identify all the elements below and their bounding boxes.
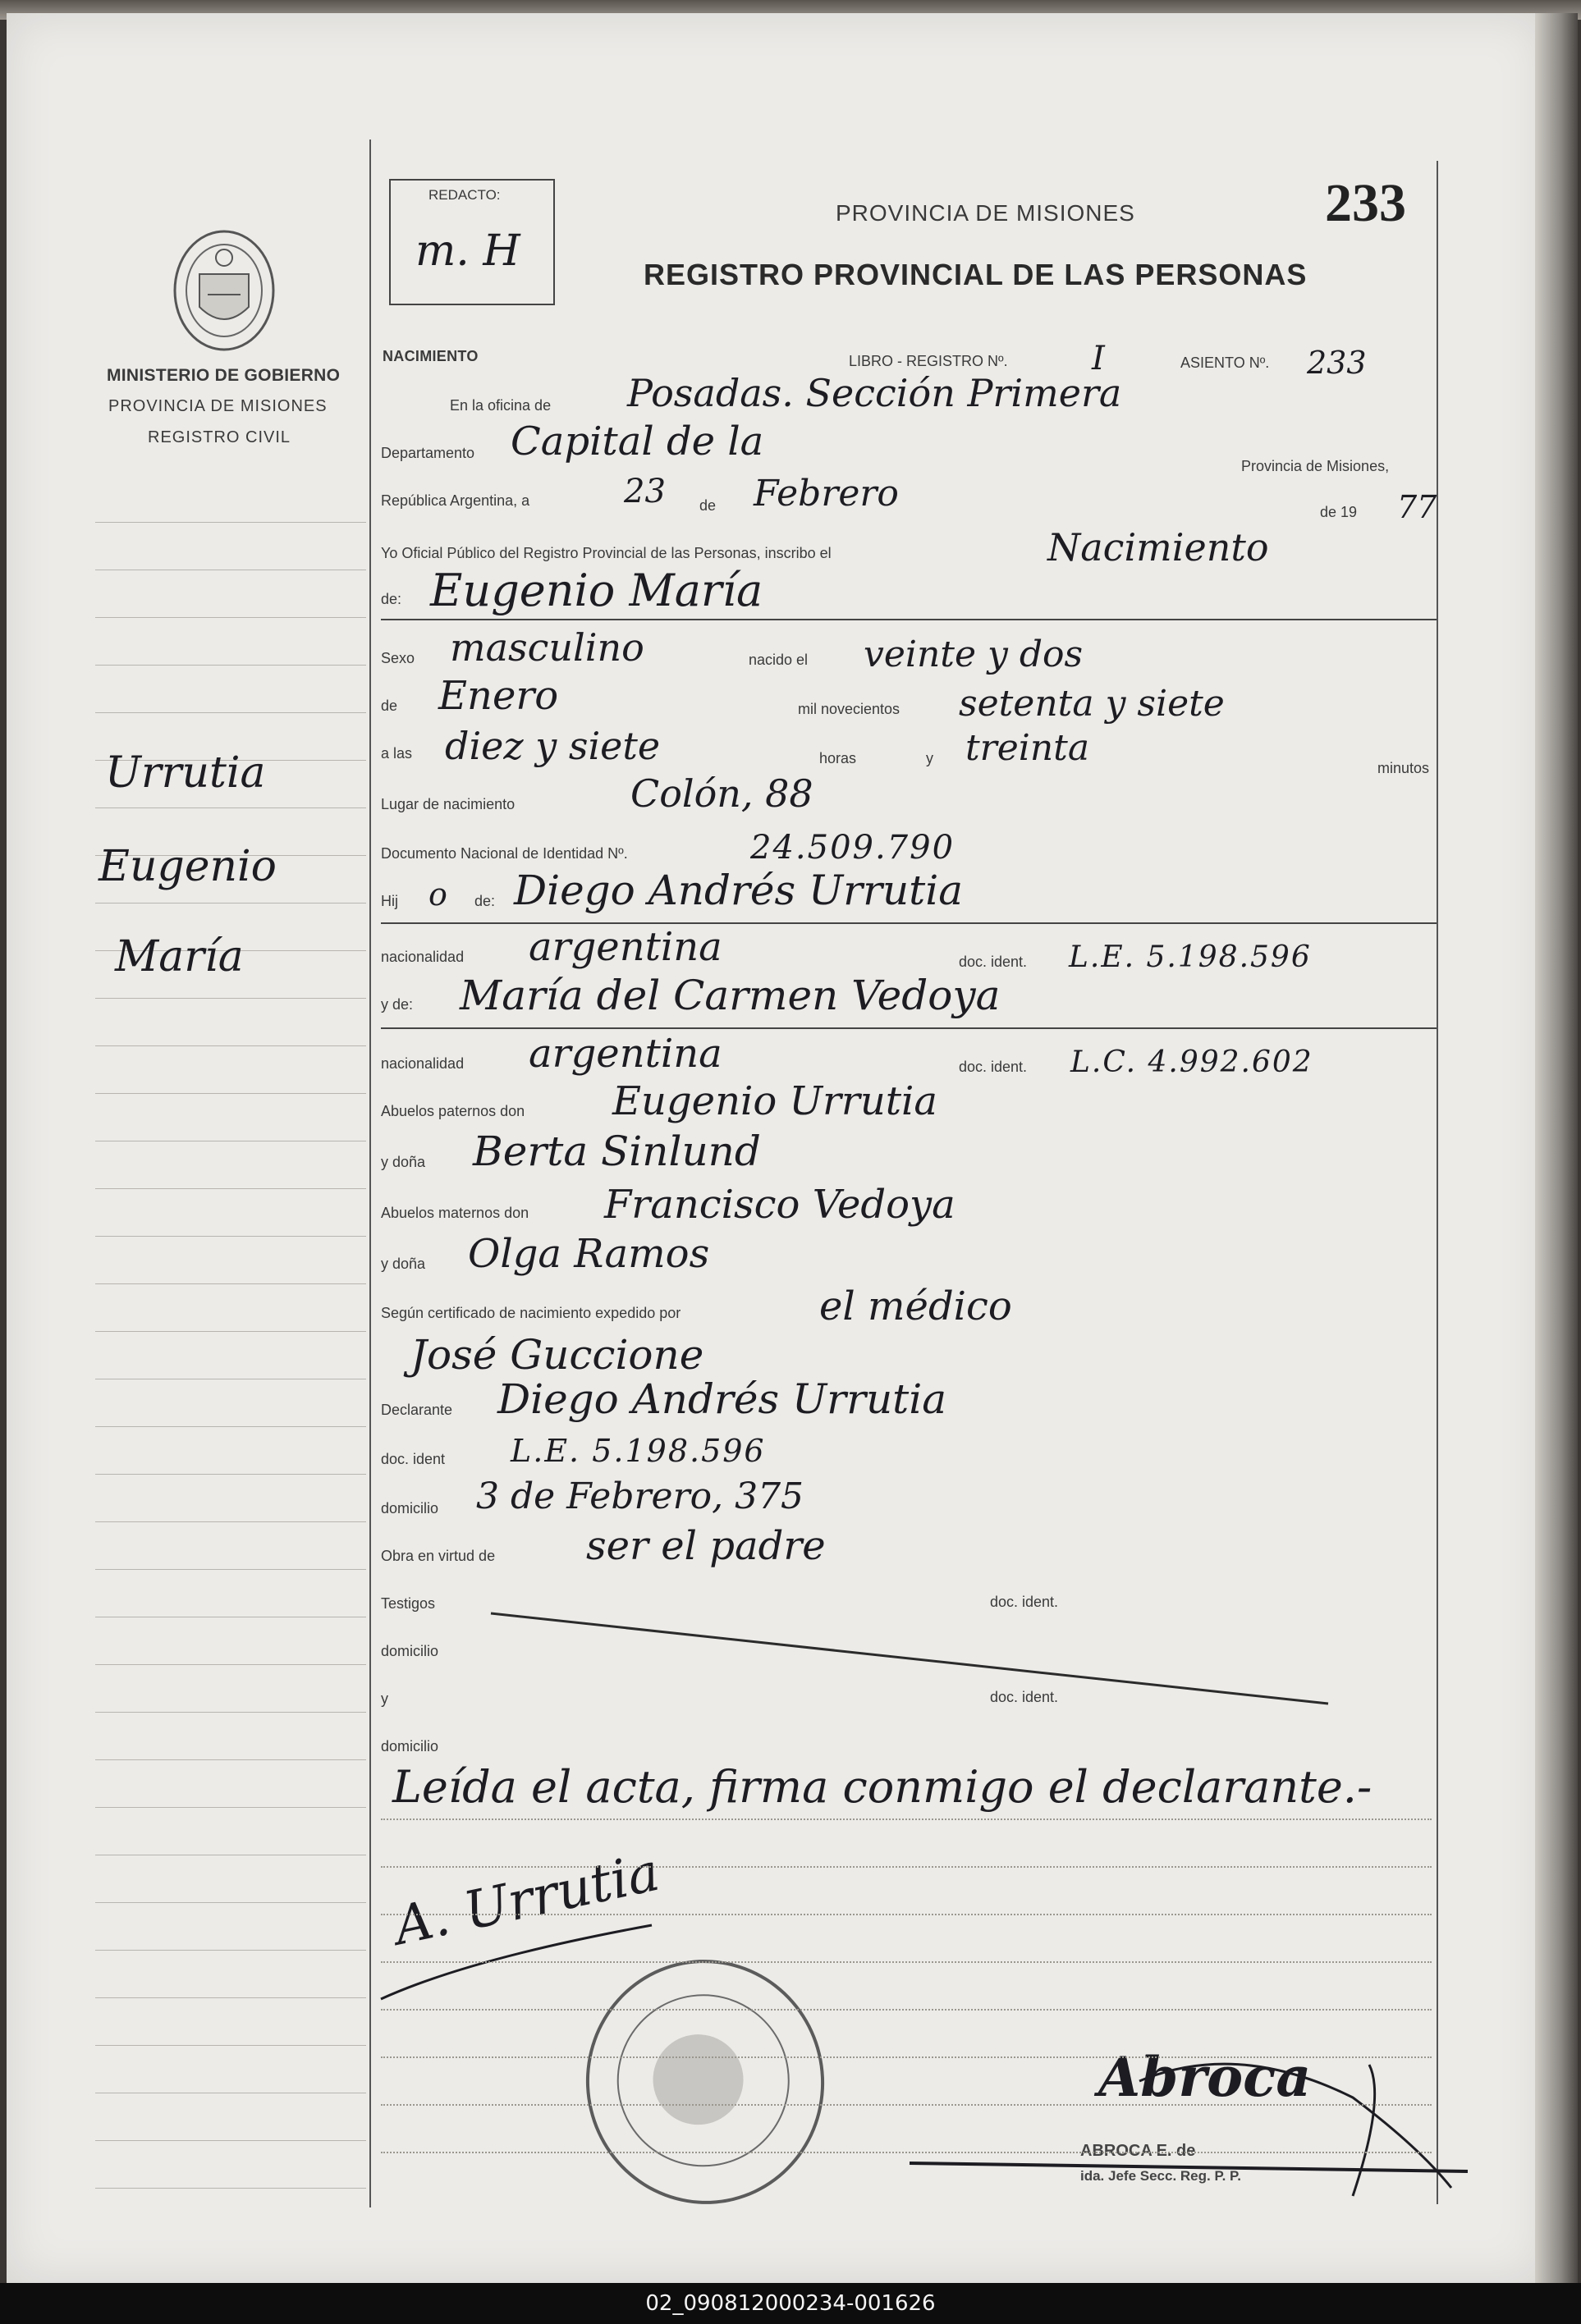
medico-value: José Guccione <box>410 1331 704 1379</box>
margin-rule-line <box>95 1331 366 1332</box>
dni-value: 24.509.790 <box>750 829 955 867</box>
libro-label: LIBRO - REGISTRO Nº. <box>849 353 1008 369</box>
padre-doc-value: L.E. 5.198.596 <box>1069 940 1312 974</box>
margin-given-name-1: Eugenio <box>99 842 277 891</box>
departamento-value: Capital de la <box>511 419 764 464</box>
margin-rule-line <box>95 522 366 523</box>
hijo-de-label: de: <box>474 893 496 909</box>
abuelos-paternos-label: Abuelos paternos don <box>381 1103 525 1119</box>
margin-rule-line <box>95 1521 366 1522</box>
testigo1-doc-label: doc. ident. <box>990 1594 1059 1610</box>
form-dotted-rule <box>381 2104 1432 2106</box>
page-number: 233 <box>1325 173 1406 233</box>
form-dotted-rule <box>381 2009 1432 2011</box>
ministry-line-2: PROVINCIA DE MISIONES <box>108 397 328 415</box>
horas-label: horas <box>819 750 857 766</box>
right-frame-line <box>1437 161 1438 2204</box>
form-dotted-rule <box>381 2056 1432 2058</box>
ministry-line-3: REGISTRO CIVIL <box>148 428 291 446</box>
margin-rule-line <box>95 1093 366 1094</box>
abuela-materna-value: Olga Ramos <box>468 1231 710 1277</box>
anio-label: de 19 <box>1320 504 1358 520</box>
provincia-label: Provincia de Misiones, <box>1241 458 1390 474</box>
document-page <box>7 13 1545 2283</box>
official-signature-strokes <box>893 2048 1517 2212</box>
margin-rule-line <box>95 2140 366 2141</box>
declarante-doc-label: doc. ident <box>381 1451 446 1467</box>
official-signature: Abroca <box>1098 2045 1312 2109</box>
libro-value: I <box>1092 340 1105 377</box>
dni-label: Documento Nacional de Identidad Nº. <box>381 845 628 862</box>
margin-rule-line <box>95 1997 366 1998</box>
margin-rule-line <box>95 1759 366 1760</box>
declarante-doc-value: L.E. 5.198.596 <box>511 1433 766 1469</box>
registry-title: REGISTRO PROVINCIAL DE LAS PERSONAS <box>644 258 1308 291</box>
domicilio-value: 3 de Febrero, 375 <box>476 1475 804 1517</box>
testigo2-y-label: y <box>381 1690 388 1707</box>
redacto-initials: m. H <box>415 226 520 276</box>
domicilio-label: domicilio <box>381 1500 439 1517</box>
obra-label: Obra en virtud de <box>381 1548 496 1564</box>
abuela-paterna-label: y doña <box>381 1154 426 1170</box>
margin-rule-line <box>95 1569 366 1570</box>
mil-label: mil novecientos <box>798 701 900 717</box>
witness-strike-line <box>483 1605 1336 1712</box>
hijo-suffix: o <box>428 876 447 913</box>
nombre-value: Eugenio María <box>430 565 763 616</box>
margin-rule-line <box>95 1045 366 1046</box>
margin-rule-line <box>95 1664 366 1665</box>
mes-nac-value: Enero <box>438 673 559 719</box>
nacido-label: nacido el <box>749 652 809 668</box>
testigo1-domicilio-label: domicilio <box>381 1643 439 1659</box>
lugar-label: Lugar de nacimiento <box>381 796 516 812</box>
image-id-text: 02_090812000234-001626 <box>645 2291 936 2316</box>
margin-rule-line <box>95 1474 366 1475</box>
abuelo-materno-value: Francisco Vedoya <box>604 1182 955 1228</box>
asiento-label: ASIENTO Nº. <box>1180 355 1270 371</box>
nacido-value: veinte y dos <box>864 634 1084 675</box>
margin-rule-line <box>95 1902 366 1903</box>
abuela-paterna-value: Berta Sinlund <box>473 1128 761 1175</box>
margin-rule-line <box>95 2188 366 2189</box>
y-label: y <box>926 750 933 766</box>
de2-label: de: <box>381 591 402 607</box>
a-las-label: a las <box>381 745 413 762</box>
anio-value: 77 <box>1397 489 1437 525</box>
certificado-value: el médico <box>819 1283 1012 1329</box>
madre-doc-label: doc. ident. <box>959 1059 1028 1075</box>
declarante-label: Declarante <box>381 1402 453 1418</box>
de-label: de <box>699 497 717 514</box>
sexo-value: masculino <box>450 625 644 670</box>
hijo-label: Hij <box>381 893 398 909</box>
certificado-label: Según certificado de nacimiento expedido por <box>381 1305 681 1321</box>
madre-nac-value: argentina <box>529 1031 722 1077</box>
margin-rule-line <box>95 1283 366 1284</box>
padre-doc-label: doc. ident. <box>959 954 1028 970</box>
form-dotted-rule <box>381 1818 1432 1820</box>
official-stamp-title: ida. Jefe Secc. Reg. P. P. <box>1080 2168 1241 2184</box>
y-de-label: y de: <box>381 996 414 1013</box>
abuela-materna-label: y doña <box>381 1256 426 1272</box>
madre-nac-label: nacionalidad <box>381 1055 465 1072</box>
minutos-value: treinta <box>965 727 1090 769</box>
section-label: NACIMIENTO <box>383 348 479 364</box>
testigo2-domicilio-label: domicilio <box>381 1738 439 1754</box>
margin-given-name-2: María <box>115 932 244 981</box>
oficina-label: En la oficina de <box>450 397 552 414</box>
padre-value: Diego Andrés Urrutia <box>514 867 964 914</box>
madre-doc-value: L.C. 4.992.602 <box>1070 1045 1313 1079</box>
departamento-label: Departamento <box>381 445 475 461</box>
margin-rule-line <box>95 2045 366 2046</box>
oficina-value: Posadas. Sección Primera <box>627 371 1122 415</box>
tipo-value: Nacimiento <box>1047 525 1269 570</box>
de3-label: de <box>381 698 398 714</box>
margin-rule-line <box>95 1236 366 1237</box>
margin-rule-line <box>95 998 366 999</box>
asiento-value: 233 <box>1307 345 1367 381</box>
anio-nac-value: setenta y siete <box>959 683 1225 725</box>
margin-rule-line <box>95 1426 366 1427</box>
margin-rule-line <box>95 1188 366 1189</box>
minutos-label: minutos <box>1377 760 1430 776</box>
redacto-box <box>389 179 555 305</box>
closing-statement: Leída el acta, firma conmigo el declarante.- <box>392 1761 1372 1813</box>
margin-rule-line <box>95 1950 366 1951</box>
madre-value: María del Carmen Vedoya <box>460 972 1001 1019</box>
left-margin-divider <box>369 140 371 2207</box>
mes-value: Febrero <box>754 473 899 515</box>
margin-rule-line <box>95 1712 366 1713</box>
margin-rule-line <box>95 903 366 904</box>
margin-rule-line <box>95 665 366 666</box>
margin-rule-line <box>95 617 366 618</box>
provincial-seal-emblem <box>167 225 282 356</box>
abuelos-maternos-label: Abuelos maternos don <box>381 1205 529 1221</box>
book-spine-shadow <box>1535 13 1578 2283</box>
margin-rule-line <box>95 807 366 808</box>
ministry-line-1: MINISTERIO DE GOBIERNO <box>107 366 341 385</box>
image-id-footer <box>0 2283 1581 2324</box>
padre-nac-value: argentina <box>529 924 722 970</box>
abuelo-paterno-value: Eugenio Urrutia <box>612 1078 938 1124</box>
form-dotted-rule <box>381 1961 1432 1963</box>
redacto-label: REDACTO: <box>428 187 501 203</box>
declarante-value: Diego Andrés Urrutia <box>497 1375 947 1423</box>
official-stamp-name: ABROCA E. de <box>1080 2142 1196 2160</box>
margin-rule-line <box>95 1807 366 1808</box>
republica-label: República Argentina, a <box>381 492 530 509</box>
form-dotted-rule <box>381 2152 1432 2153</box>
obra-value: ser el padre <box>586 1523 826 1569</box>
testigos-label: Testigos <box>381 1595 436 1612</box>
declarante-signature: A. Urrutia <box>388 1841 665 1958</box>
form-dotted-rule <box>381 1866 1432 1868</box>
margin-surname: Urrutia <box>105 748 266 798</box>
lugar-value: Colón, 88 <box>630 771 813 816</box>
nombre-underline <box>381 619 1437 620</box>
dia-value: 23 <box>624 473 666 510</box>
hora-value: diez y siete <box>445 724 661 768</box>
madre-underline <box>381 1027 1437 1029</box>
margin-rule-line <box>95 712 366 713</box>
province-heading: PROVINCIA DE MISIONES <box>836 200 1135 226</box>
oficial-label: Yo Oficial Público del Registro Provincial de las Personas, inscribo el <box>381 545 832 561</box>
form-dotted-rule <box>381 1914 1432 1915</box>
sexo-label: Sexo <box>381 650 415 666</box>
padre-nac-label: nacionalidad <box>381 949 465 965</box>
testigo2-doc-label: doc. ident. <box>990 1689 1059 1705</box>
